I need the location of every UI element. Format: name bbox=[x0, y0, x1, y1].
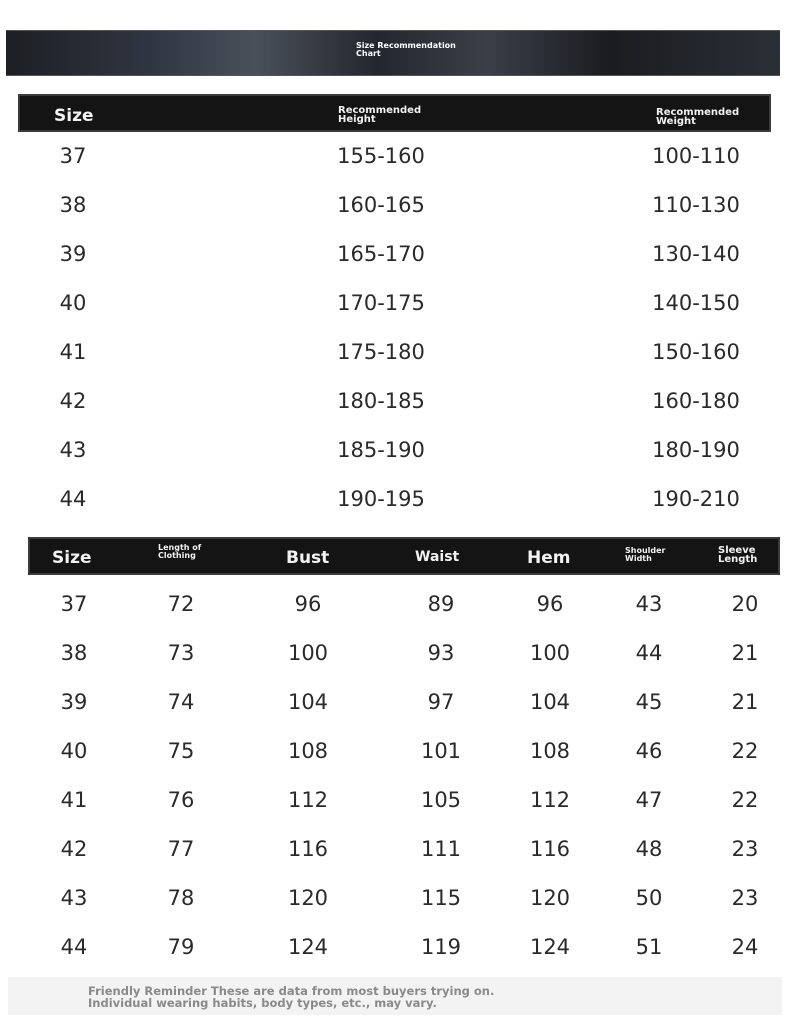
table2-row-cell: 50 bbox=[635, 886, 663, 910]
table2-row-cell: 96 bbox=[294, 592, 322, 616]
table1-row-cell: 37 bbox=[59, 144, 87, 168]
table2-header bbox=[28, 537, 780, 575]
table1-row-cell: 190-210 bbox=[652, 487, 740, 511]
table1-row-cell: 41 bbox=[59, 340, 87, 364]
table2-row-cell: 89 bbox=[427, 592, 455, 616]
banner bbox=[6, 30, 780, 76]
table1-row-cell: 40 bbox=[59, 291, 87, 315]
table2-row-cell: 104 bbox=[287, 690, 329, 714]
table1-row-cell: 130-140 bbox=[652, 242, 740, 266]
table2-row-cell: 108 bbox=[287, 739, 329, 763]
friendly-reminder bbox=[8, 977, 782, 1015]
table2-row-cell: 22 bbox=[731, 788, 759, 812]
table2-header-size: Size bbox=[52, 548, 92, 568]
table2-row-cell: 48 bbox=[635, 837, 663, 861]
table2-row-cell: 119 bbox=[420, 935, 462, 959]
table1-row-cell: 110-130 bbox=[652, 193, 740, 217]
table2-row-cell: 77 bbox=[167, 837, 195, 861]
table2-row-cell: 115 bbox=[420, 886, 462, 910]
table1-row-cell: 155-160 bbox=[337, 144, 425, 168]
table2-row-cell: 101 bbox=[420, 739, 462, 763]
friendly-reminder-text: Friendly Reminder These are data from most buyers trying on. Individual wearing habits, body types, etc., may vary. bbox=[88, 984, 495, 1010]
table1-header-size: Size bbox=[54, 106, 94, 126]
table1-row-cell: 165-170 bbox=[337, 242, 425, 266]
table2-row-cell: 100 bbox=[529, 641, 571, 665]
table1-row-cell: 42 bbox=[59, 389, 87, 413]
table2-row-cell: 112 bbox=[529, 788, 571, 812]
table1-header-height: Recommended Height bbox=[338, 105, 422, 125]
table2-row-cell: 45 bbox=[635, 690, 663, 714]
table2-row-cell: 41 bbox=[60, 788, 88, 812]
table2-header-shoulder: Shoulder Width bbox=[625, 546, 666, 563]
table2-row-cell: 43 bbox=[60, 886, 88, 910]
table1-header-weight: Recommended Weight bbox=[656, 107, 740, 127]
table2-row-cell: 96 bbox=[536, 592, 564, 616]
table2-row-cell: 79 bbox=[167, 935, 195, 959]
table2-row-cell: 75 bbox=[167, 739, 195, 763]
table2-header-length: Length of Clothing bbox=[158, 543, 202, 560]
table1-row-cell: 190-195 bbox=[337, 487, 425, 511]
table2-row-cell: 116 bbox=[287, 837, 329, 861]
table2-row-cell: 74 bbox=[167, 690, 195, 714]
table2-row-cell: 72 bbox=[167, 592, 195, 616]
table2-row-cell: 23 bbox=[731, 837, 759, 861]
table2-header-waist: Waist bbox=[415, 549, 460, 565]
table2-row-cell: 116 bbox=[529, 837, 571, 861]
table2-row-cell: 23 bbox=[731, 886, 759, 910]
table2-row-cell: 21 bbox=[731, 641, 759, 665]
table1-row-cell: 38 bbox=[59, 193, 87, 217]
table1-row-cell: 44 bbox=[59, 487, 87, 511]
table2-row-cell: 46 bbox=[635, 739, 663, 763]
table1-row-cell: 160-165 bbox=[337, 193, 425, 217]
table2-row-cell: 112 bbox=[287, 788, 329, 812]
table1-row-cell: 185-190 bbox=[337, 438, 425, 462]
table2-row-cell: 73 bbox=[167, 641, 195, 665]
table2-row-cell: 120 bbox=[529, 886, 571, 910]
table2-row-cell: 100 bbox=[287, 641, 329, 665]
table2-row-cell: 44 bbox=[60, 935, 88, 959]
table2-row-cell: 47 bbox=[635, 788, 663, 812]
table2-row-cell: 124 bbox=[287, 935, 329, 959]
table2-row-cell: 37 bbox=[60, 592, 88, 616]
table1-row-cell: 175-180 bbox=[337, 340, 425, 364]
table1-row-cell: 43 bbox=[59, 438, 87, 462]
table1-header bbox=[18, 94, 771, 132]
table1-row-cell: 170-175 bbox=[337, 291, 425, 315]
table2-row-cell: 38 bbox=[60, 641, 88, 665]
table2-row-cell: 76 bbox=[167, 788, 195, 812]
table2-row-cell: 111 bbox=[420, 837, 462, 861]
table2-row-cell: 93 bbox=[427, 641, 455, 665]
table2-row-cell: 42 bbox=[60, 837, 88, 861]
table1-row-cell: 160-180 bbox=[652, 389, 740, 413]
table1-row-cell: 100-110 bbox=[652, 144, 740, 168]
banner-title: Size Recommendation Chart bbox=[356, 41, 456, 58]
table2-header-bust: Bust bbox=[286, 548, 330, 568]
table2-row-cell: 104 bbox=[529, 690, 571, 714]
table2-row-cell: 108 bbox=[529, 739, 571, 763]
table2-header-hem: Hem bbox=[527, 548, 571, 568]
table2-row-cell: 78 bbox=[167, 886, 195, 910]
table2-row-cell: 51 bbox=[635, 935, 663, 959]
table1-row-cell: 150-160 bbox=[652, 340, 740, 364]
table2-row-cell: 124 bbox=[529, 935, 571, 959]
table2-row-cell: 120 bbox=[287, 886, 329, 910]
table2-header-sleeve: Sleeve Length bbox=[718, 545, 758, 565]
table2-row-cell: 97 bbox=[427, 690, 455, 714]
table2-row-cell: 20 bbox=[731, 592, 759, 616]
table2-row-cell: 22 bbox=[731, 739, 759, 763]
table1-row-cell: 39 bbox=[59, 242, 87, 266]
table2-row-cell: 24 bbox=[731, 935, 759, 959]
table2-row-cell: 43 bbox=[635, 592, 663, 616]
table2-row-cell: 105 bbox=[420, 788, 462, 812]
table2-row-cell: 44 bbox=[635, 641, 663, 665]
table1-row-cell: 140-150 bbox=[652, 291, 740, 315]
table1-row-cell: 180-190 bbox=[652, 438, 740, 462]
table2-row-cell: 39 bbox=[60, 690, 88, 714]
table2-row-cell: 21 bbox=[731, 690, 759, 714]
table1-row-cell: 180-185 bbox=[337, 389, 425, 413]
table2-row-cell: 40 bbox=[60, 739, 88, 763]
